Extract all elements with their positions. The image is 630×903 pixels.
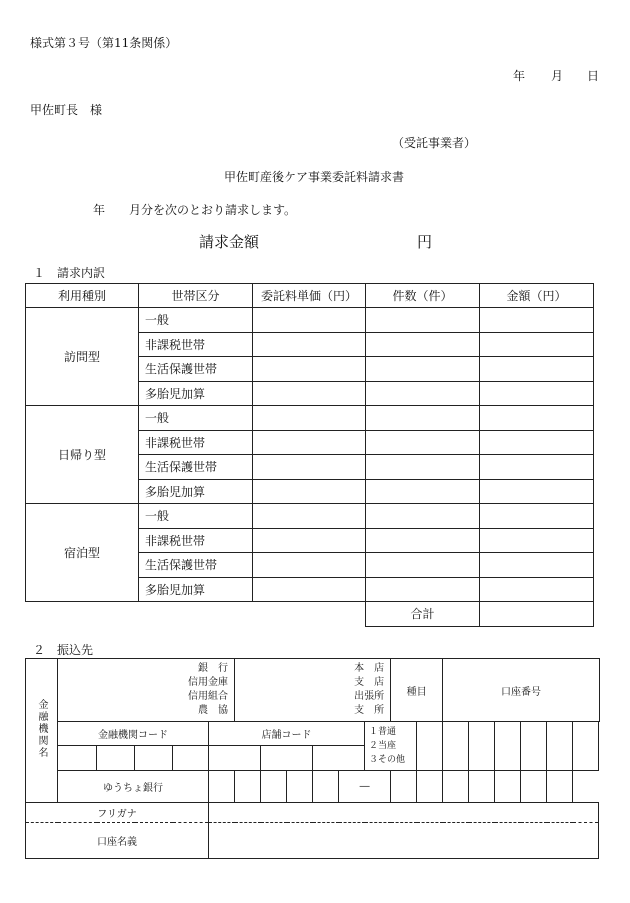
amount-cell[interactable] (480, 479, 594, 504)
category-general: 一般 (139, 504, 253, 529)
unit-price-cell[interactable] (253, 381, 366, 406)
unit-price-cell[interactable] (253, 455, 366, 480)
kind-shinkin: 信用金庫 (188, 677, 229, 688)
count-cell[interactable] (366, 357, 480, 382)
account-type-other: ３その他 (369, 755, 406, 765)
category-nontax: 非課税世帯 (139, 332, 253, 357)
furigana-input[interactable] (209, 803, 599, 823)
unit-price-cell[interactable] (253, 479, 366, 504)
count-cell[interactable] (366, 553, 480, 578)
unit-price-cell[interactable] (253, 406, 366, 431)
contractor-label: （受託事業者） (392, 136, 477, 150)
yucho-digit[interactable] (209, 771, 235, 803)
branch-code-digit[interactable] (313, 746, 365, 771)
header-unit-price: 委託料単価（円） (253, 284, 366, 308)
account-digit-cell[interactable] (469, 722, 495, 771)
request-text: 月分を次のとおり請求します。 (129, 203, 297, 217)
section1-heading: １ 請求内訳 (33, 266, 106, 280)
category-welfare: 生活保護世帯 (139, 553, 253, 578)
yucho-digit[interactable] (547, 771, 573, 803)
holder-label: 口座名義 (26, 823, 209, 859)
category-nontax: 非課税世帯 (139, 528, 253, 553)
unit-price-cell[interactable] (253, 504, 366, 529)
amount-cell[interactable] (480, 308, 594, 333)
furigana-label: フリガナ (26, 803, 209, 823)
header-count: 件数（件） (366, 284, 480, 308)
branch-code-digit[interactable] (209, 746, 261, 771)
billing-table (25, 283, 594, 627)
category-welfare: 生活保護世帯 (139, 357, 253, 382)
type-label: 種目 (391, 659, 443, 722)
unit-price-cell[interactable] (253, 528, 366, 553)
count-cell[interactable] (366, 479, 480, 504)
amount-cell[interactable] (480, 504, 594, 529)
category-multiple-birth: 多胎児加算 (139, 577, 253, 602)
yucho-digit[interactable] (261, 771, 287, 803)
holder-input[interactable] (209, 823, 599, 859)
total-amount-cell[interactable] (480, 602, 594, 627)
form-number: 様式第３号（第11条関係） (30, 36, 178, 50)
document-title: 甲佐町産後ケア事業委託料請求書 (224, 170, 405, 184)
count-cell[interactable] (366, 332, 480, 357)
amount-unit: 円 (417, 233, 433, 251)
header-usage-type: 利用種別 (26, 284, 139, 308)
category-multiple-birth: 多胎児加算 (139, 479, 253, 504)
yucho-label: ゆうちょ銀行 (58, 771, 209, 803)
section2-heading: ２ 振込先 (33, 643, 94, 657)
header-household: 世帯区分 (139, 284, 253, 308)
account-type-current: ２当座 (369, 741, 397, 751)
branch-code-digit[interactable] (261, 746, 313, 771)
account-digit-cell[interactable] (521, 722, 547, 771)
category-nontax: 非課税世帯 (139, 430, 253, 455)
yucho-digit[interactable] (443, 771, 469, 803)
addressee: 甲佐町長 様 (30, 103, 103, 117)
amount-cell[interactable] (480, 332, 594, 357)
amount-cell[interactable] (480, 553, 594, 578)
yucho-digit[interactable] (521, 771, 547, 803)
amount-cell[interactable] (480, 406, 594, 431)
branch-office: 出張所 (354, 691, 385, 702)
yucho-digit[interactable] (313, 771, 339, 803)
category-general: 一般 (139, 308, 253, 333)
account-digit-cell[interactable] (443, 722, 469, 771)
count-cell[interactable] (366, 406, 480, 431)
kind-shinkumi: 信用組合 (188, 691, 229, 702)
bank-table (25, 658, 600, 859)
yucho-digit[interactable] (391, 771, 417, 803)
bank-code-digit[interactable] (58, 746, 97, 771)
header-amount: 金額（円） (480, 284, 594, 308)
yucho-dash: ― (339, 771, 391, 803)
unit-price-cell[interactable] (253, 357, 366, 382)
unit-price-cell[interactable] (253, 430, 366, 455)
bank-code-label: 金融機関コード (58, 722, 209, 746)
yucho-digit[interactable] (495, 771, 521, 803)
branch-main: 本 店 (354, 663, 385, 674)
account-digit-cell[interactable] (417, 722, 443, 771)
category-general: 一般 (139, 406, 253, 431)
category-welfare: 生活保護世帯 (139, 455, 253, 480)
count-cell[interactable] (366, 504, 480, 529)
kind-bank: 銀 行 (198, 663, 229, 674)
branch-branch: 支 店 (354, 677, 385, 688)
yucho-digit[interactable] (417, 771, 443, 803)
bank-code-digit[interactable] (173, 746, 209, 771)
unit-price-cell[interactable] (253, 308, 366, 333)
count-cell[interactable] (366, 528, 480, 553)
amount-cell[interactable] (480, 528, 594, 553)
bank-code-digit[interactable] (97, 746, 135, 771)
amount-cell[interactable] (480, 577, 594, 602)
count-cell[interactable] (366, 455, 480, 480)
count-cell[interactable] (366, 308, 480, 333)
category-multiple-birth: 多胎児加算 (139, 381, 253, 406)
count-cell[interactable] (366, 430, 480, 455)
date-day: 日 (587, 69, 600, 83)
amount-label: 請求金額 (199, 233, 260, 251)
unit-price-cell[interactable] (253, 577, 366, 602)
date-month: 月 (551, 69, 564, 83)
account-digit-cell[interactable] (573, 722, 599, 771)
bank-code-digit[interactable] (135, 746, 173, 771)
date-year: 年 (513, 69, 526, 83)
amount-cell[interactable] (480, 381, 594, 406)
total-label: 合計 (366, 602, 480, 627)
count-cell[interactable] (366, 577, 480, 602)
unit-price-cell[interactable] (253, 332, 366, 357)
yucho-digit[interactable] (287, 771, 313, 803)
count-cell[interactable] (366, 381, 480, 406)
bank-side-label: 金融機関名 (26, 659, 58, 803)
account-type-ordinary: １普通 (369, 727, 397, 737)
type-stay: 宿泊型 (26, 504, 139, 602)
branch-sub: 支 所 (354, 705, 385, 716)
account-number-label: 口座番号 (443, 659, 600, 722)
request-year: 年 (93, 203, 106, 217)
yucho-digit[interactable] (469, 771, 495, 803)
amount-cell[interactable] (480, 455, 594, 480)
branch-code-label: 店舗コード (209, 722, 365, 746)
unit-price-cell[interactable] (253, 553, 366, 578)
type-day: 日帰り型 (26, 406, 139, 504)
account-digit-cell[interactable] (495, 722, 521, 771)
amount-cell[interactable] (480, 357, 594, 382)
amount-cell[interactable] (480, 430, 594, 455)
yucho-digit[interactable] (235, 771, 261, 803)
type-visit: 訪問型 (26, 308, 139, 406)
kind-nokyo: 農 協 (198, 705, 229, 716)
account-digit-cell[interactable] (547, 722, 573, 771)
